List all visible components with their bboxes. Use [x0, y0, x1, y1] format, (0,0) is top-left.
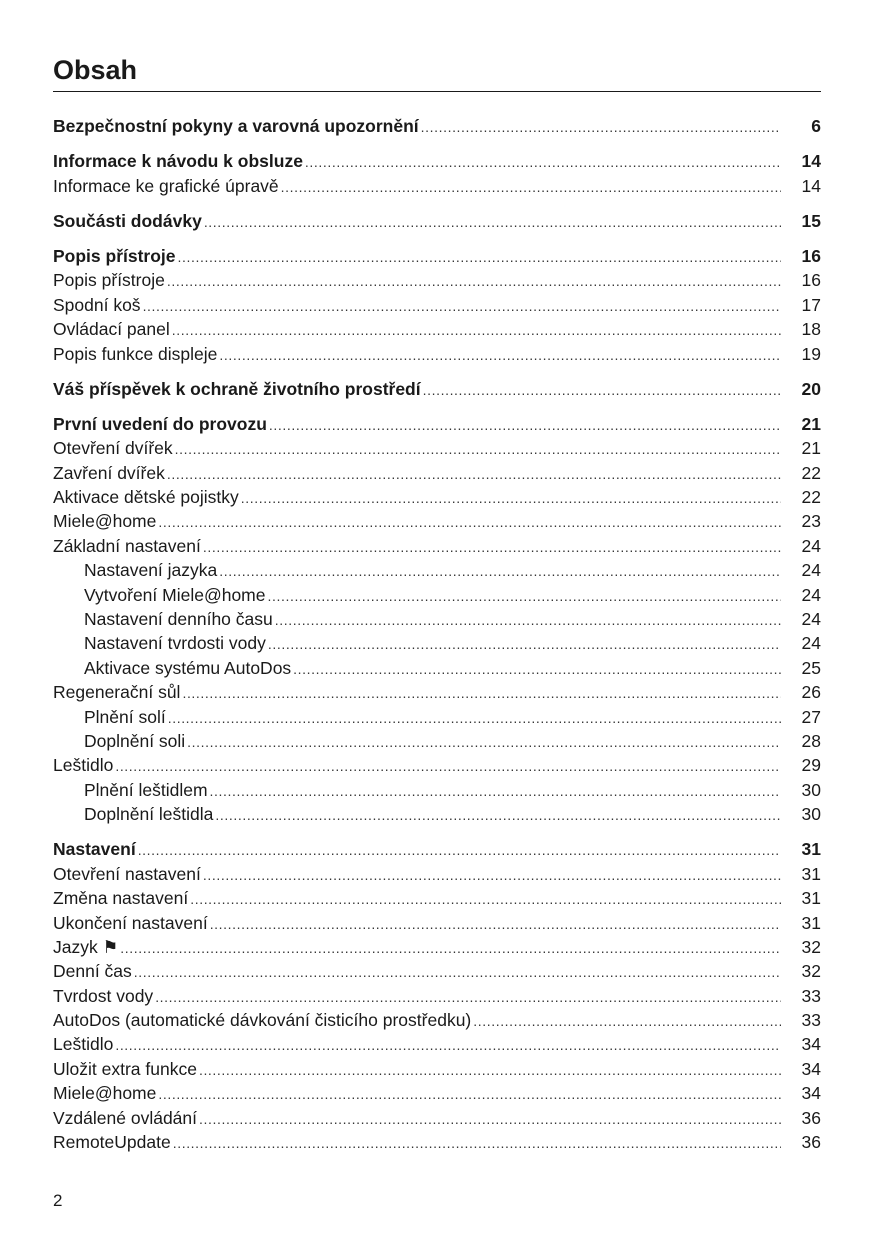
toc-entry[interactable] — [53, 729, 821, 753]
toc-entry[interactable] — [53, 1008, 821, 1032]
toc-entry-page: 32 — [801, 936, 821, 957]
toc-entry-title: Vytvoření Miele@home — [84, 584, 266, 605]
toc-entry[interactable] — [53, 984, 821, 1008]
toc-entry-page: 14 — [801, 175, 821, 196]
toc-entry-page: 15 — [801, 210, 821, 231]
toc-entry[interactable] — [53, 778, 821, 802]
toc-entry-page: 31 — [801, 888, 821, 909]
toc-entry-page: 24 — [801, 584, 821, 605]
dot-leader — [158, 510, 781, 534]
toc-entry[interactable] — [53, 607, 821, 631]
toc-entry-page: 14 — [801, 151, 821, 172]
dot-leader — [219, 343, 781, 367]
toc-entry-title: Bezpečnostní pokyny a varovná upozornění — [53, 116, 419, 136]
dot-leader — [115, 754, 781, 778]
toc-entry[interactable] — [53, 268, 821, 292]
toc-entry-title: Popis přístroje — [53, 270, 165, 291]
toc-entry[interactable] — [53, 935, 821, 959]
toc-entry-title: Doplnění soli — [84, 730, 186, 751]
toc-entry-title: Tvrdost vody — [53, 985, 154, 1006]
toc-entry-page: 28 — [801, 730, 821, 751]
toc-entry-title: Nastavení — [53, 839, 136, 860]
toc-entry-title: Aktivace systému AutoDos — [84, 657, 292, 678]
toc-entry-title: Jazyk ⚑ — [53, 936, 119, 957]
dot-leader — [190, 887, 781, 911]
toc-entry-title: Ovládací panel — [53, 319, 170, 340]
dot-leader — [199, 1058, 781, 1082]
dot-leader — [215, 803, 781, 827]
dot-leader — [210, 912, 781, 936]
dot-leader — [293, 657, 781, 681]
toc-entry[interactable] — [53, 802, 821, 826]
toc-entry-page: 21 — [801, 438, 821, 459]
dot-leader — [268, 584, 782, 608]
toc-entry-page: 16 — [801, 270, 821, 291]
toc-entry-title: Nastavení jazyka — [84, 560, 218, 581]
toc-entry-title: Doplnění leštidla — [84, 804, 214, 825]
dot-leader — [187, 730, 781, 754]
toc-entry-page: 20 — [801, 378, 821, 399]
toc-entry-title: Leštidlo — [53, 1034, 114, 1055]
toc-entry-page: 33 — [801, 985, 821, 1006]
dot-leader — [167, 269, 781, 293]
toc-entry-title: Změna nastavení — [53, 888, 189, 909]
dot-leader — [473, 1009, 781, 1033]
dot-leader — [423, 378, 781, 402]
toc-entry-page: 23 — [801, 511, 821, 532]
dot-leader — [134, 960, 781, 984]
toc-entry-page: 33 — [801, 1010, 821, 1031]
toc-entry[interactable] — [53, 862, 821, 886]
toc-entry-page: 16 — [801, 245, 821, 266]
toc-entry[interactable] — [53, 837, 821, 861]
toc-entry-title: Vzdálené ovládání — [53, 1107, 197, 1128]
dot-leader — [182, 681, 781, 705]
toc-entry[interactable] — [53, 342, 821, 366]
toc-entry-title: Nastavení denního času — [84, 609, 273, 630]
toc-entry-page: 24 — [801, 535, 821, 556]
toc-entry[interactable] — [53, 558, 821, 582]
toc-entry-page: 31 — [801, 839, 821, 860]
toc-entry-page: 30 — [801, 804, 821, 825]
toc-entry-page: 25 — [801, 657, 821, 678]
toc-entry[interactable] — [53, 377, 821, 401]
toc-entry[interactable] — [53, 209, 821, 233]
toc-entry-title: Spodní koš — [53, 294, 141, 315]
toc-entry-title: Informace k návodu k obsluze — [53, 151, 303, 172]
toc-entry-page: 36 — [801, 1132, 821, 1153]
toc-entry-title: Popis přístroje — [53, 245, 176, 266]
page-title: Obsah — [53, 55, 138, 85]
toc-entry[interactable] — [53, 461, 821, 485]
dot-leader — [268, 632, 781, 656]
toc-entry-page: 34 — [801, 1034, 821, 1055]
toc-entry-page: 22 — [801, 487, 821, 508]
toc-entry[interactable] — [53, 1081, 821, 1105]
toc-entry-page: 19 — [801, 343, 821, 364]
dot-leader — [138, 838, 781, 862]
toc-entry-page: 24 — [801, 560, 821, 581]
toc-entry-title: Váš příspěvek k ochraně životního prostředí — [53, 378, 421, 399]
table-of-contents — [53, 114, 821, 1154]
toc-entry-title: Regenerační sůl — [53, 682, 181, 703]
toc-entry[interactable] — [53, 293, 821, 317]
toc-entry-title: Zavření dvířek — [53, 462, 165, 483]
toc-entry-page: 34 — [801, 1058, 821, 1079]
dot-leader — [155, 985, 781, 1009]
toc-entry[interactable] — [53, 174, 821, 198]
toc-entry-title: RemoteUpdate — [53, 1132, 171, 1153]
dot-leader — [305, 150, 781, 174]
toc-entry[interactable] — [53, 886, 821, 910]
toc-entry-title: Ukončení nastavení — [53, 912, 208, 933]
dot-leader — [120, 936, 781, 960]
toc-entry[interactable] — [53, 534, 821, 558]
toc-entry[interactable] — [53, 753, 821, 777]
toc-entry[interactable] — [53, 583, 821, 607]
dot-leader — [204, 210, 781, 234]
toc-entry[interactable] — [53, 1106, 821, 1130]
toc-entry-page: 32 — [801, 961, 821, 982]
toc-entry[interactable] — [53, 485, 821, 509]
toc-entry[interactable] — [53, 705, 821, 729]
dot-leader — [143, 294, 781, 318]
toc-entry[interactable] — [53, 149, 821, 173]
toc-entry-page: 17 — [801, 294, 821, 315]
toc-entry[interactable] — [53, 317, 821, 341]
toc-entry-page: 31 — [801, 912, 821, 933]
dot-leader — [269, 413, 781, 437]
toc-entry[interactable] — [53, 1130, 821, 1154]
toc-entry-page: 34 — [801, 1083, 821, 1104]
dot-leader — [167, 462, 781, 486]
toc-entry[interactable] — [53, 680, 821, 704]
toc-entry-title: Miele@home — [53, 1083, 157, 1104]
toc-entry[interactable] — [53, 656, 821, 680]
dot-leader — [168, 706, 781, 730]
dot-leader — [203, 863, 781, 887]
dot-leader — [219, 559, 781, 583]
toc-entry-title: Popis funkce displeje — [53, 343, 218, 364]
dot-leader — [115, 1033, 781, 1057]
toc-entry-title: Denní čas — [53, 961, 132, 982]
dot-leader — [175, 437, 781, 461]
dot-leader — [421, 115, 781, 139]
page-number: 2 — [53, 1191, 63, 1210]
toc-entry-page: 22 — [801, 462, 821, 483]
toc-entry-page: 18 — [801, 319, 821, 340]
toc-entry-title: Informace ke grafické úpravě — [53, 175, 279, 196]
toc-entry-title: První uvedení do provozu — [53, 413, 267, 434]
toc-entry-title: Aktivace dětské pojistky — [53, 487, 239, 508]
toc-entry-title: Nastavení tvrdosti vody — [84, 633, 266, 654]
dot-leader — [281, 175, 781, 199]
toc-entry[interactable] — [53, 412, 821, 436]
toc-entry[interactable] — [53, 509, 821, 533]
dot-leader — [199, 1107, 781, 1131]
toc-entry[interactable] — [53, 959, 821, 983]
toc-entry-title: Součásti dodávky — [53, 210, 202, 231]
dot-leader — [203, 535, 781, 559]
toc-entry-title: Leštidlo — [53, 755, 114, 776]
title-divider — [53, 91, 821, 92]
toc-entry-page: 30 — [801, 779, 821, 800]
toc-entry-title: AutoDos (automatické dávkování čisticího prostředku) — [53, 1010, 472, 1031]
toc-entry-page: 21 — [801, 413, 821, 434]
toc-entry[interactable] — [53, 114, 821, 138]
toc-entry-title: Otevření nastavení — [53, 863, 201, 884]
toc-entry-title: Miele@home — [53, 511, 157, 532]
toc-entry-title: Plnění solí — [84, 706, 166, 727]
toc-entry-title: Uložit extra funkce — [53, 1058, 197, 1079]
toc-entry-title: Plnění leštidlem — [84, 779, 208, 800]
dot-leader — [172, 318, 781, 342]
toc-entry-title: Otevření dvířek — [53, 438, 173, 459]
toc-entry-page: 24 — [801, 609, 821, 630]
dot-leader — [173, 1131, 781, 1155]
toc-entry[interactable] — [53, 1057, 821, 1081]
toc-entry-page: 31 — [801, 863, 821, 884]
toc-entry-page: 36 — [801, 1107, 821, 1128]
dot-leader — [241, 486, 781, 510]
dot-leader — [178, 245, 781, 269]
dot-leader — [275, 608, 781, 632]
toc-entry-title: Základní nastavení — [53, 535, 201, 556]
toc-entry-page: 27 — [801, 706, 821, 727]
toc-entry[interactable] — [53, 911, 821, 935]
toc-entry-page: 6 — [811, 116, 821, 136]
dot-leader — [158, 1082, 781, 1106]
toc-entry-page: 29 — [801, 755, 821, 776]
toc-entry[interactable] — [53, 631, 821, 655]
dot-leader — [210, 779, 781, 803]
toc-entry[interactable] — [53, 1032, 821, 1056]
toc-entry[interactable] — [53, 436, 821, 460]
toc-entry[interactable] — [53, 244, 821, 268]
toc-entry-page: 24 — [801, 633, 821, 654]
toc-entry-page: 26 — [801, 682, 821, 703]
